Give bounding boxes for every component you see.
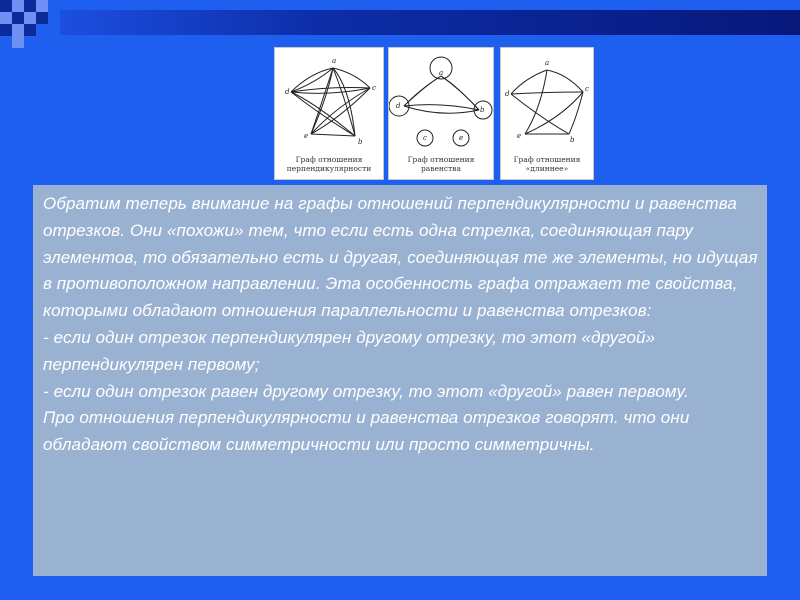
vertex-label-d: d — [285, 88, 290, 96]
vertex-label-e: e — [304, 132, 309, 140]
caption-line: Граф отношения — [295, 155, 363, 164]
vertex-label-e: e — [517, 132, 522, 140]
vertex-label-b: b — [570, 136, 575, 144]
figure-caption — [275, 155, 383, 173]
caption-line: Граф отношения — [407, 155, 475, 164]
caption-line: равенства — [421, 164, 461, 173]
vertex-label-a: a — [332, 57, 337, 65]
vertex-label-e: e — [459, 134, 464, 142]
graph-perpendicularity — [274, 47, 384, 180]
paragraph-perpendicular-rule: - если один отрезок перпендикулярен другому отрезку, то этот «другой» перпендикулярен первому; — [43, 327, 656, 374]
paragraph-conclusion: Про отношения перпендикулярности и равенства отрезков говорят. что они обладают свойством симметричности или просто симметричны. — [43, 408, 690, 455]
paragraph-equality-rule: - если один отрезок равен другому отрезку, то этот «другой» равен первому. — [43, 381, 689, 401]
graph-perpendicularity-diagram — [275, 48, 385, 148]
vertex-label-b: b — [480, 106, 485, 114]
vertex-label-c: c — [423, 134, 427, 142]
figure-caption — [501, 155, 593, 173]
caption-line: «длиннее» — [525, 164, 569, 173]
caption-line: Граф отношения — [513, 155, 581, 164]
caption-line: перпендикулярности — [286, 164, 372, 173]
vertex-label-d: d — [505, 90, 510, 98]
body-text — [43, 191, 765, 459]
vertex-label-c: c — [372, 84, 376, 92]
vertex-label-a: a — [439, 69, 444, 77]
vertex-label-d: d — [396, 102, 401, 110]
graph-longer-diagram — [501, 48, 595, 148]
vertex-label-b: b — [358, 138, 363, 146]
graph-equality — [388, 47, 494, 180]
vertex-label-a: a — [545, 59, 550, 67]
paragraph-intro: Обратим теперь внимание на графы отношений перпендикулярности и равенства отрезков. Они «похожи» тем, что если есть одна стрелка, соединяющая пару элементов, то обязательно есть и другая, соединяющая те же элементы, но идущая в противоположном направлении. Эта особенность графа отражает те свойства, которыми обладают отношения параллельности и равенства отрезков: — [43, 194, 758, 321]
graph-longer — [500, 47, 594, 180]
figure-caption — [389, 155, 493, 173]
graph-equality-diagram — [389, 48, 495, 148]
vertex-label-c: c — [585, 85, 589, 93]
top-bar — [60, 10, 800, 35]
